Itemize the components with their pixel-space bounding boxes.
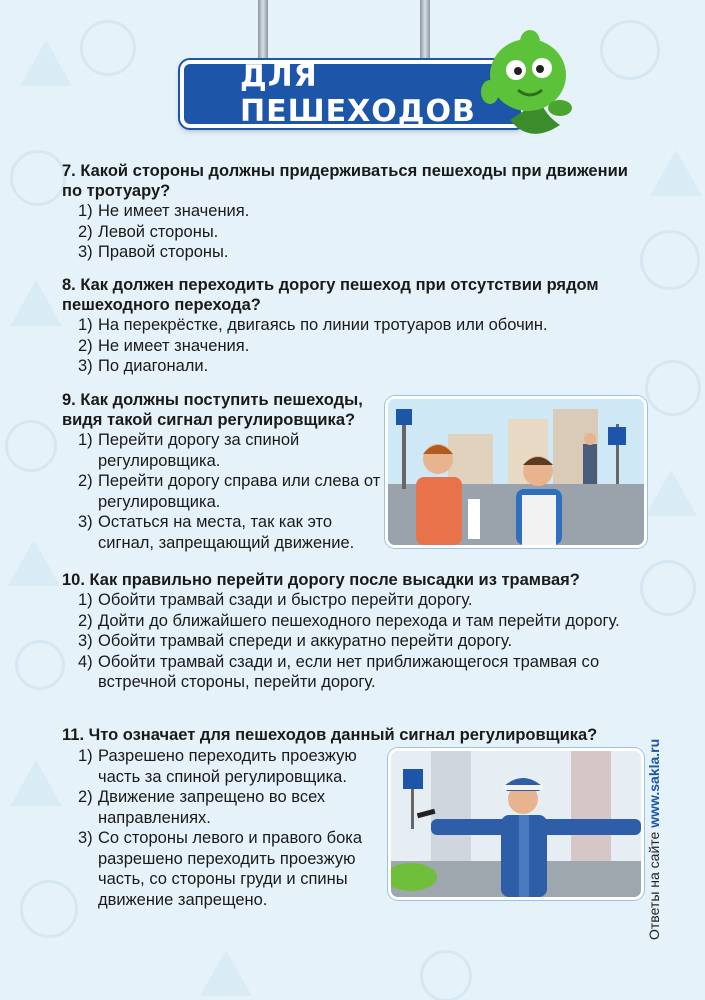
question-10 bbox=[62, 570, 632, 693]
answer-item bbox=[78, 222, 652, 243]
traffic-controller-illustration-2 bbox=[388, 748, 644, 900]
question-8 bbox=[62, 275, 632, 377]
answer-number: 1) bbox=[78, 202, 93, 220]
question-11 bbox=[62, 725, 632, 745]
answer-text: Разрешено переходить проезжую часть за спиной регулировщика. bbox=[98, 747, 357, 786]
answer-number: 3) bbox=[78, 632, 93, 650]
street-scene-icon bbox=[388, 399, 644, 545]
answer-number: 2) bbox=[78, 336, 93, 355]
answer-item bbox=[78, 315, 632, 336]
answer-number: 1) bbox=[78, 747, 93, 765]
question-11-answers bbox=[62, 746, 362, 910]
answer-text: Перейти дорогу за спиной регулировщика. bbox=[98, 431, 300, 470]
answer-number: 3) bbox=[78, 357, 93, 375]
side-text: Ответы на сайте bbox=[646, 831, 662, 940]
answer-number: 3) bbox=[78, 243, 93, 261]
question-title: 8. Как должен переходить дорогу пешеход при отсутствии рядом пешеходного перехода? bbox=[62, 276, 599, 314]
answer-item bbox=[78, 746, 362, 787]
answer-item bbox=[78, 471, 382, 512]
answer-text: Дойти до ближайшего пешеходного перехода и там перейти дорогу. bbox=[98, 611, 620, 630]
traffic-controller-illustration-1 bbox=[385, 396, 647, 548]
answer-item bbox=[78, 356, 632, 377]
answer-number: 2) bbox=[78, 611, 93, 630]
answer-item bbox=[78, 201, 652, 222]
site-link[interactable]: www.sakla.ru bbox=[646, 738, 662, 828]
answer-text: Движение запрещено во всех направлениях. bbox=[98, 788, 326, 827]
answer-text: Правой стороны. bbox=[98, 243, 229, 261]
answer-item bbox=[78, 242, 652, 263]
answer-text: На перекрёстке, двигаясь по линии тротуаров или обочин. bbox=[98, 316, 548, 334]
answer-item bbox=[78, 430, 382, 471]
answer-list bbox=[62, 430, 382, 553]
traffic-officer-icon bbox=[391, 751, 641, 897]
question-9 bbox=[62, 390, 382, 553]
answer-text: Обойти трамвай спереди и аккуратно перейти дорогу. bbox=[98, 632, 513, 650]
sign-pole-left bbox=[258, 0, 268, 66]
answer-item bbox=[78, 631, 632, 652]
answer-number: 1) bbox=[78, 431, 93, 449]
question-title: 9. Как должны поступить пешеходы, видя такой сигнал регулировщика? bbox=[62, 391, 363, 429]
answer-item bbox=[78, 512, 382, 553]
answers-site-note bbox=[646, 680, 662, 940]
question-title: 7. Какой стороны должны придерживаться пешеходы при движении по тротуару? bbox=[62, 162, 628, 200]
answer-number: 3) bbox=[78, 829, 93, 847]
answer-number: 1) bbox=[78, 591, 93, 609]
page-title: ДЛЯ ПЕШЕХОДОВ bbox=[240, 59, 476, 129]
answer-text: Левой стороны. bbox=[98, 222, 219, 241]
answer-text: Со стороны левого и правого бока разрешено переходить проезжую часть, со стороны груди и спины движение запрещено. bbox=[98, 829, 363, 909]
answer-number: 2) bbox=[78, 222, 93, 241]
answer-item bbox=[78, 787, 362, 828]
answer-number: 2) bbox=[78, 788, 93, 806]
mascot-icon bbox=[470, 20, 580, 140]
answer-list bbox=[62, 590, 632, 693]
answer-item bbox=[78, 590, 632, 611]
answer-text: Остаться на места, так как это сигнал, запрещающий движение. bbox=[98, 513, 355, 552]
answer-list bbox=[62, 315, 632, 377]
question-7 bbox=[62, 161, 652, 263]
answer-item bbox=[78, 652, 632, 693]
answer-number: 1) bbox=[78, 316, 93, 334]
sign-pole-right bbox=[420, 0, 430, 66]
answer-item bbox=[78, 611, 632, 632]
question-title: 10. Как правильно перейти дорогу после высадки из трамвая? bbox=[62, 571, 580, 589]
answer-item bbox=[78, 828, 362, 910]
answer-number: 3) bbox=[78, 513, 93, 531]
question-title: 11. Что означает для пешеходов данный сигнал регулировщика? bbox=[62, 726, 598, 744]
answer-text: Не имеет значения. bbox=[98, 336, 250, 355]
answer-text: Обойти трамвай сзади и, если нет приближающегося трамвая со встречной стороны, перейти дорогу. bbox=[98, 652, 600, 691]
answer-text: Не имеет значения. bbox=[98, 202, 250, 220]
answer-text: По диагонали. bbox=[98, 357, 209, 375]
answer-list bbox=[62, 746, 362, 910]
answer-text: Обойти трамвай сзади и быстро перейти дорогу. bbox=[98, 591, 473, 609]
answer-text: Перейти дорогу справа или слева от регулировщика. bbox=[98, 472, 381, 511]
answer-number: 4) bbox=[78, 652, 93, 671]
answer-item bbox=[78, 336, 632, 357]
answer-number: 2) bbox=[78, 472, 93, 490]
answer-list bbox=[62, 201, 652, 263]
